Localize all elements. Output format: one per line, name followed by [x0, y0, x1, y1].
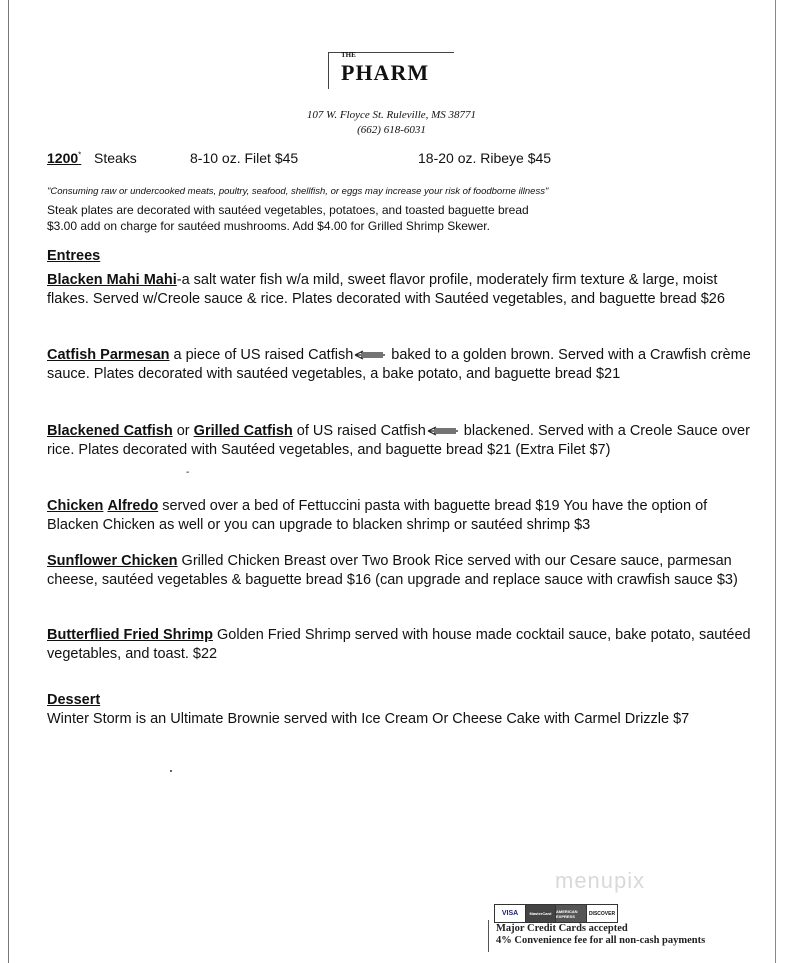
item-name: Blacken Mahi Mahi [47, 272, 177, 288]
menu-item-blackened-catfish: Blackened Catfish or Grilled Catfish of US raised Catfish blackened. Served with a Creole Sauce over rice. Plates decorated with Sautéed vegetables, and baguette bread $21 (Extra Filet $7) [47, 423, 750, 458]
item-desc: served over a bed of Fettuccini pasta with baguette bread $19 You have the option of Blacken Chicken as well or you can upgrade to blacken shrimp or sautéed shrimp $3 [47, 498, 708, 533]
steak-note-2: $3.00 add on charge for sautéed mushrooms. Add $4.00 for Grilled Shrimp Skewer. [47, 219, 490, 233]
item-name: Butterflied Fried Shrimp [47, 627, 213, 643]
stray-mark: - [186, 467, 190, 478]
menu-item-sunflower-chicken [47, 552, 757, 589]
phone-number: (662) 618-6031 [357, 124, 426, 136]
steak-time: 1200* [47, 150, 82, 166]
dessert-heading: Dessert [47, 692, 101, 708]
cards-bracket [488, 920, 489, 952]
logo-the: THE [341, 51, 356, 59]
mastercard-icon: MasterCard [525, 904, 556, 923]
ribeye-price: 18-20 oz. Ribeye $45 [418, 150, 552, 166]
item-desc: a piece of US raised Catfish [169, 347, 354, 363]
item-name-2: Grilled Catfish [193, 423, 293, 439]
fish-icon [426, 426, 460, 436]
steaks-row [47, 150, 767, 170]
steak-time-mark: * [78, 150, 82, 160]
item-desc: of US raised Catfish [292, 423, 426, 439]
filet-price: 8-10 oz. Filet $45 [190, 150, 299, 166]
item-name: Chicken [47, 498, 104, 514]
steaks-label: Steaks [94, 150, 137, 166]
steak-note-1: Steak plates are decorated with sautéed vegetables, potatoes, and toasted baguette bread [47, 203, 529, 217]
cards-note [496, 923, 705, 947]
right-border [775, 0, 776, 963]
item-name-2: Alfredo [107, 498, 159, 514]
watermark: menupix [555, 868, 646, 893]
stray-dot [170, 770, 172, 772]
amex-icon: AMERICAN EXPRESS [555, 904, 587, 923]
item-desc-cont: baked to a golden brown. Served with a Crawfish crème sauce. Plates decorated with sautéed vegetables, a bake potato, and baguette bread $21 [47, 347, 751, 382]
left-border [8, 0, 9, 963]
item-desc: -a salt water fish w/a mild, sweet flavor profile, moderately firm texture & large, moist flakes. Served w/Creole sauce & rice. Plates decorated with Sautéed vegetables, and baguette bread $26 [47, 272, 725, 307]
item-name: Blackened Catfish [47, 423, 173, 439]
visa-icon: VISA [494, 904, 526, 923]
street-address: 107 W. Floyce St. Ruleville, MS 38771 [306, 109, 477, 121]
dessert-desc: Winter Storm is an Ultimate Brownie served with Ice Cream Or Cheese Cake with Carmel Drizzle $7 [47, 711, 690, 727]
cards-accepted: Major Credit Cards accepted [496, 923, 628, 934]
food-warning: "Consuming raw or undercooked meats, poultry, seafood, shellfish, or eggs may increase your risk of foodborne illness" [47, 186, 549, 197]
address-block [0, 108, 787, 138]
item-name: Catfish Parmesan [47, 347, 170, 363]
menu-item-mahi [47, 271, 757, 308]
item-name: Sunflower Chicken [47, 553, 178, 569]
entrees-heading: Entrees [47, 248, 101, 264]
restaurant-logo [328, 52, 454, 89]
menu-item-fried-shrimp [47, 626, 757, 663]
fish-icon [353, 350, 387, 360]
item-desc: Grilled Chicken Breast over Two Brook Rice served with our Cesare sauce, parmesan cheese, sautéed vegetables & baguette bread $16 (can upgrade and replace sauce with crawfish sauce $3) [47, 553, 738, 588]
discover-icon: DISCOVER [586, 904, 618, 923]
convenience-fee: 4% Convenience fee for all non-cash payments [496, 935, 706, 946]
menu-item-catfish-parmesan [47, 346, 757, 383]
item-desc-cont: blackened. Served with a Creole Sauce over rice. Plates decorated with Sautéed vegetables, and baguette bread $21 (Extra Filet $7) [47, 423, 750, 458]
logo-name: PHARM [341, 60, 430, 85]
menu-item-chicken-alfredo [47, 497, 757, 534]
item-desc: Golden Fried Shrimp served with house made cocktail sauce, bake potato, sautéed vegetables, and toast. $22 [47, 627, 751, 662]
